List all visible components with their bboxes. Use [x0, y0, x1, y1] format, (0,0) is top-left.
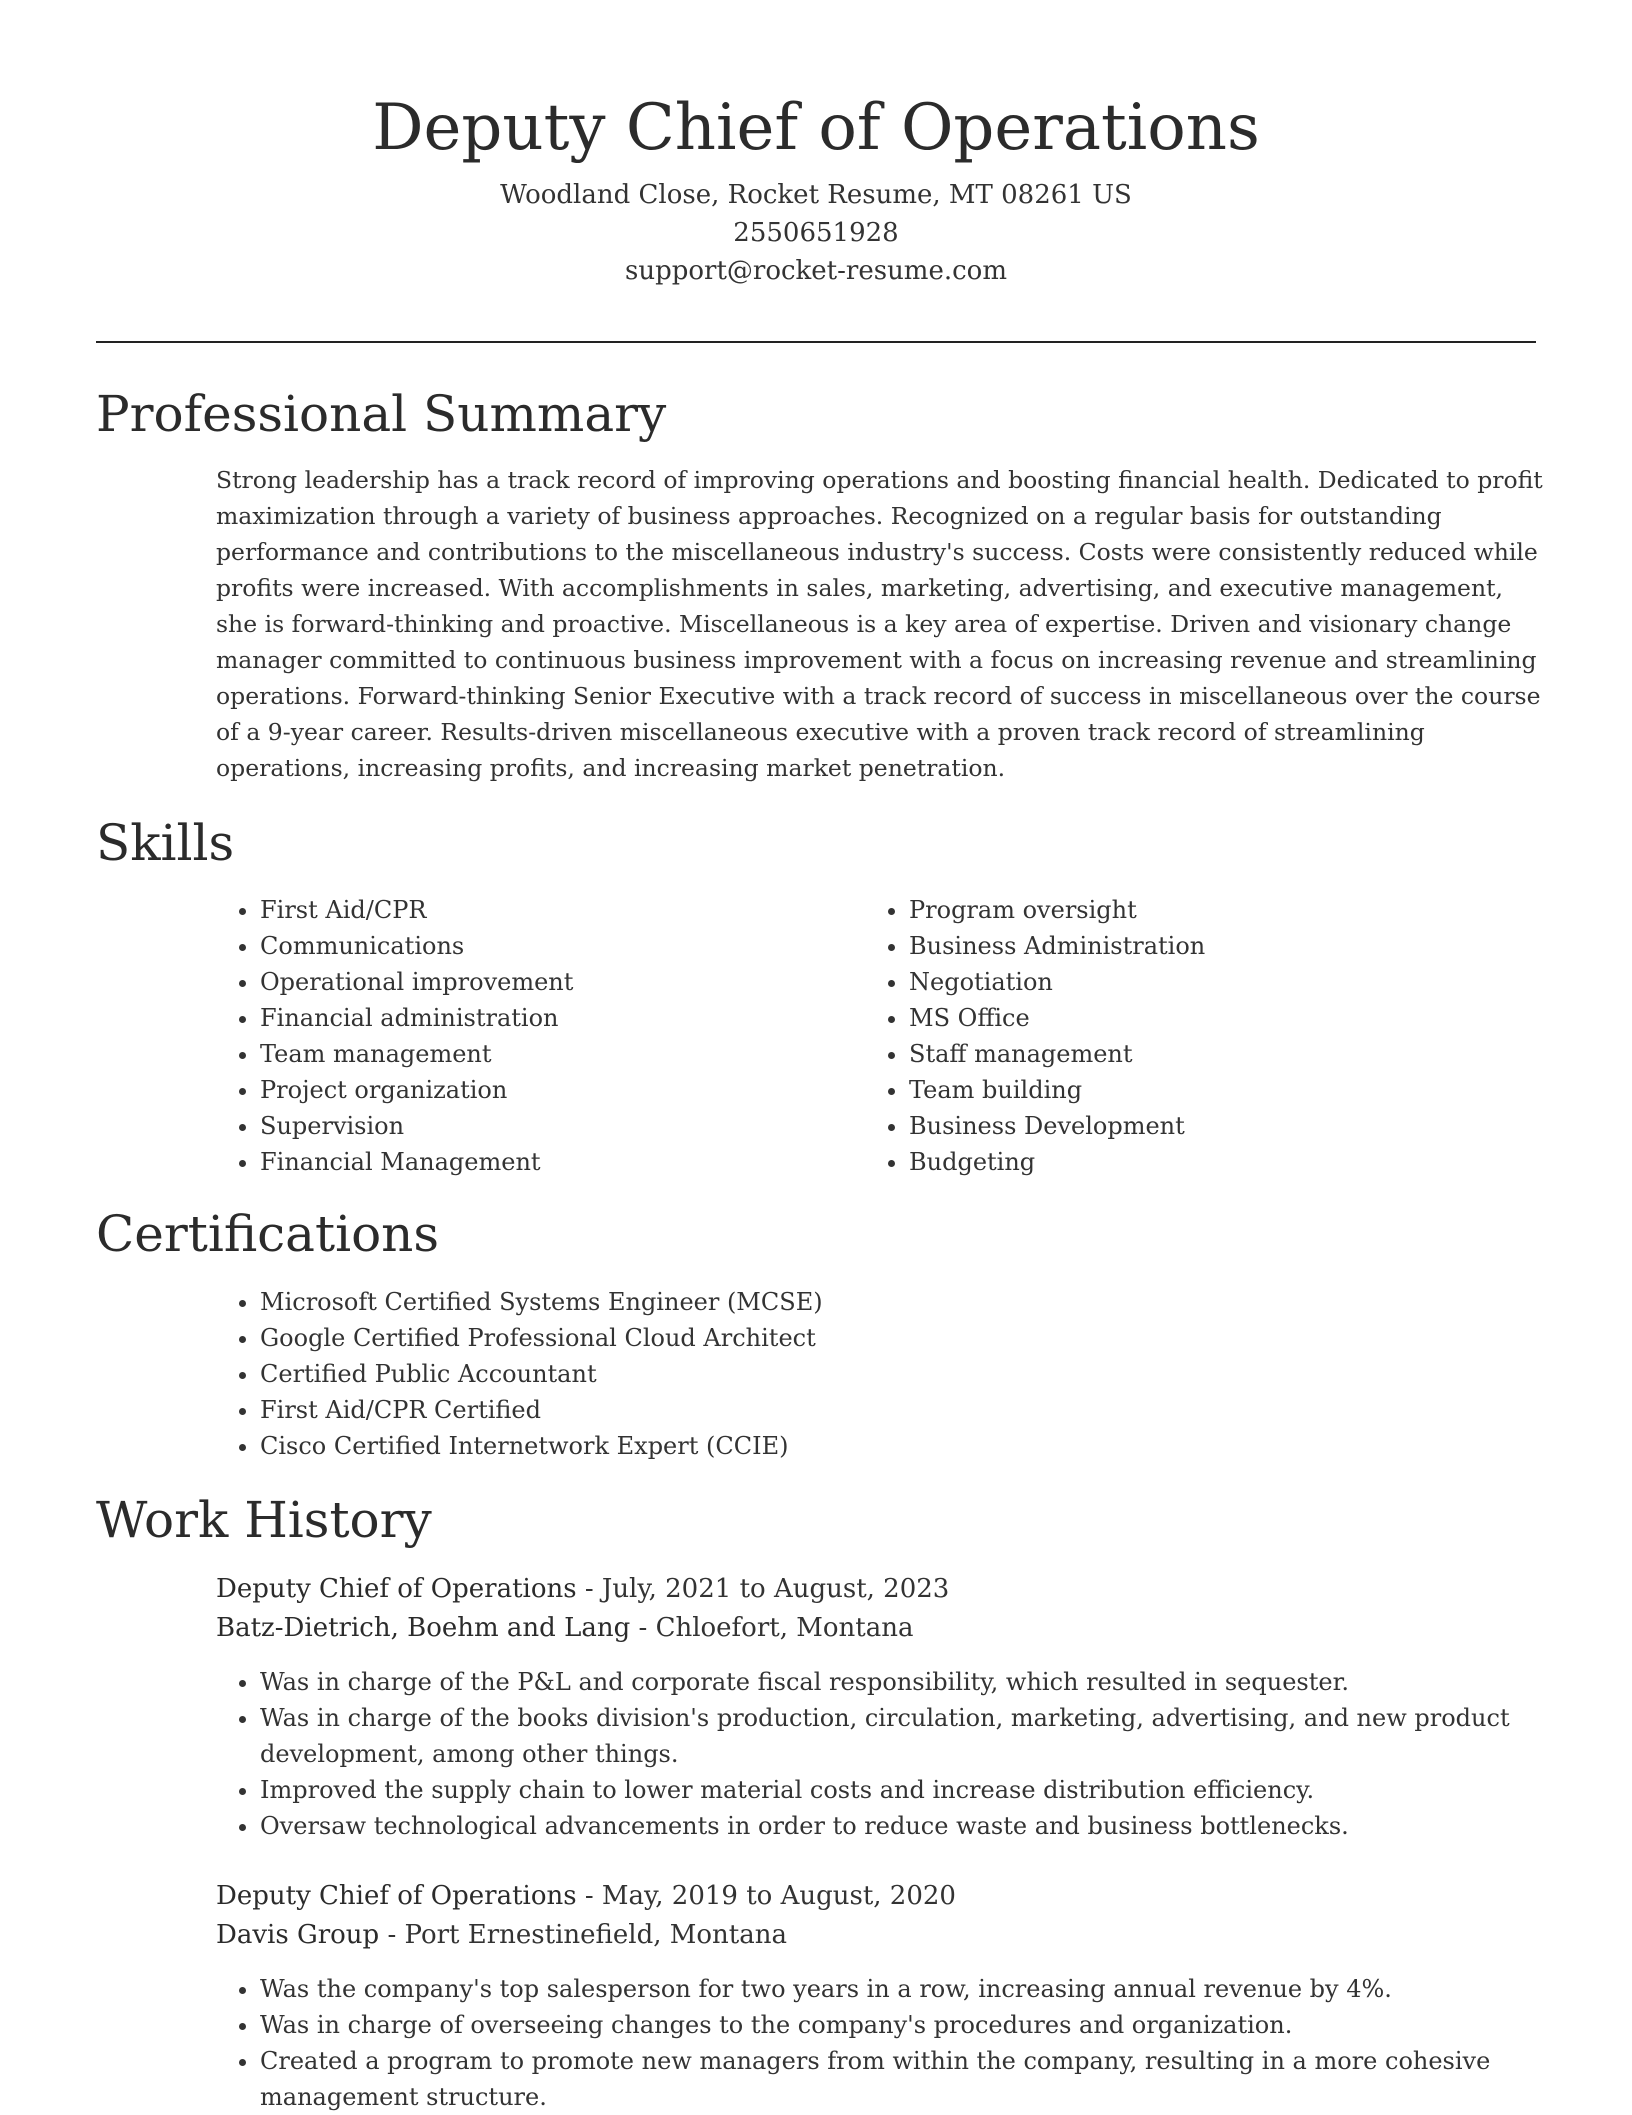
job-employer [216, 1609, 913, 1648]
job-duties-list [216, 1971, 1560, 2115]
skill-item: • Business Administration [909, 928, 1549, 964]
skills-list-left [216, 892, 820, 1180]
skill-item: • Business Development [909, 1108, 1549, 1144]
skill-item: • Staff management [909, 1036, 1549, 1072]
job-location: - Chloefort, Montana [630, 1613, 914, 1643]
skill-item: • Team management [260, 1036, 820, 1072]
job-heading [216, 1877, 956, 1916]
contact-address: Woodland Close, Rocket Resume, MT 08261 US [500, 180, 1132, 210]
job-dates: - May, 2019 to August, 2020 [576, 1881, 956, 1911]
job-company: Batz-Dietrich, Boehm and Lang [216, 1613, 631, 1643]
section-title-skills: Skills [96, 814, 235, 872]
section-title-work-history: Work History [96, 1491, 432, 1549]
skills-list-right [865, 892, 1549, 1180]
job-employer [216, 1916, 787, 1955]
job-duty-item: • Oversaw technological advancements in order to reduce waste and business bottlenecks. [260, 1808, 1560, 1844]
skill-item: • Program oversight [909, 892, 1549, 928]
skill-item: • Team building [909, 1072, 1549, 1108]
certifications-list [216, 1284, 1560, 1464]
candidate-name: Deputy Chief of Operations [372, 91, 1260, 165]
section-title-summary: Professional Summary [96, 385, 667, 443]
skill-item: • Budgeting [909, 1144, 1549, 1180]
skill-item: • Financial administration [260, 1000, 820, 1036]
skill-item: • Communications [260, 928, 820, 964]
certification-item: • Microsoft Certified Systems Engineer (MCSE) [260, 1284, 1560, 1320]
certification-item: • Certified Public Accountant [260, 1356, 1560, 1392]
resume-header [96, 80, 1536, 290]
certification-item: • Google Certified Professional Cloud Architect [260, 1320, 1560, 1356]
summary-text: Strong leadership has a track record of improving operations and boosting financial health. Dedicated to profit maximization through a variety of business approaches. Recognized on a regular basis for outstanding performance and contributions to the miscellaneous industry's success. Costs were consistently reduced while profits were increased. With accomplishments in sales, marketing, advertising, and executive management, she is forward-thinking and proactive. Miscellaneous is a key area of expertise. Driven and visionary change manager committed to continuous business improvement with a focus on increasing revenue and streamlining operations. Forward-thinking Senior Executive with a track record of success in miscellaneous over the course of a 9-year career. Results-driven miscellaneous executive with a proven track record of streamlining operations, increasing profits, and increasing market penetration. [216, 466, 1543, 782]
skill-item: • Project organization [260, 1072, 820, 1108]
header-divider [96, 341, 1536, 343]
section-title-certifications: Certifications [96, 1205, 440, 1263]
certification-item: • First Aid/CPR Certified [260, 1392, 1560, 1428]
job-role: Deputy Chief of Operations [216, 1881, 577, 1911]
job-duty-item: • Was the company's top salesperson for two years in a row, increasing annual revenue by 4%. [260, 1971, 1560, 2007]
job-dates: - July, 2021 to August, 2023 [576, 1574, 950, 1604]
job-role: Deputy Chief of Operations [216, 1574, 577, 1604]
skill-item: • Negotiation [909, 964, 1549, 1000]
contact-email: support@rocket-resume.com [624, 256, 1007, 286]
job-company: Davis Group [216, 1920, 380, 1950]
skill-item: • Operational improvement [260, 964, 820, 1000]
skill-item: • Supervision [260, 1108, 820, 1144]
job-duty-item: • Was in charge of overseeing changes to the company's procedures and organization. [260, 2007, 1560, 2043]
skill-item: • Financial Management [260, 1144, 820, 1180]
job-duty-item: • Was in charge of the P&L and corporate fiscal responsibility, which resulted in sequester. [260, 1664, 1560, 1700]
contact-phone: 2550651928 [733, 218, 899, 248]
skill-item: • First Aid/CPR [260, 892, 820, 928]
job-heading [216, 1570, 949, 1609]
job-location: - Port Ernestinefield, Montana [379, 1920, 787, 1950]
certification-item: • Cisco Certified Internetwork Expert (CCIE) [260, 1428, 1560, 1464]
skill-item: • MS Office [909, 1000, 1549, 1036]
job-duty-item: • Improved the supply chain to lower material costs and increase distribution efficiency. [260, 1772, 1560, 1808]
job-duties-list [216, 1664, 1560, 1844]
job-duty-item: • Created a program to promote new managers from within the company, resulting in a more cohesive management structure. [260, 2043, 1560, 2115]
job-duty-item: • Was in charge of the books division's production, circulation, marketing, advertising, and new product development, among other things. [260, 1700, 1560, 1772]
